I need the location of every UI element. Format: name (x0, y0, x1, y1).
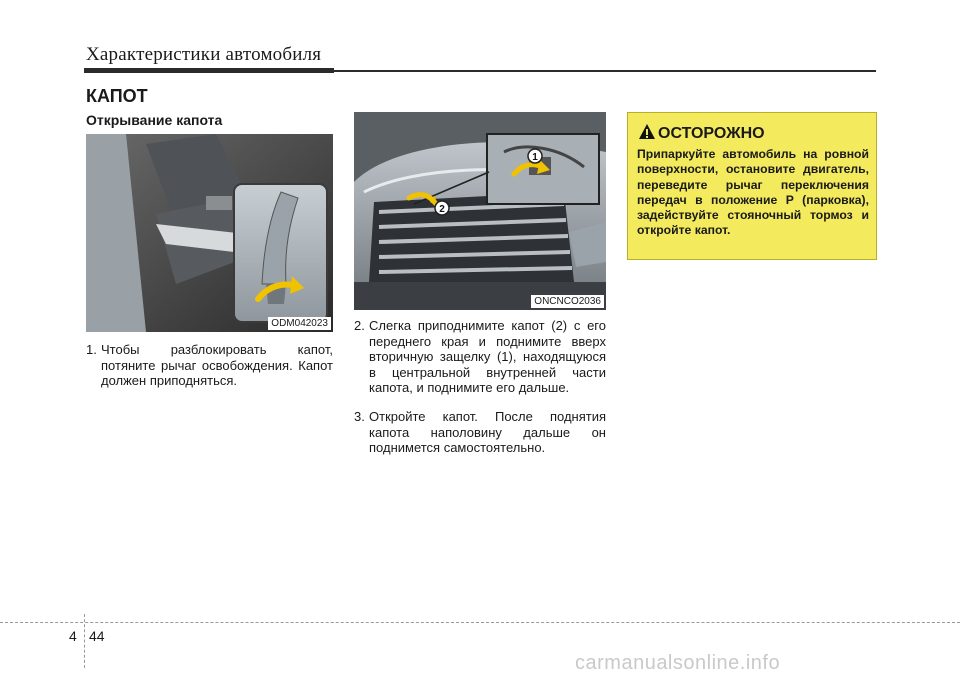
step-3 (354, 409, 606, 456)
callout-1-label: 1 (532, 152, 538, 163)
header-rule-thin (334, 70, 876, 72)
step-text: Откройте капот. После поднятия капота наполовину дальше он поднимется самостоятельно. (369, 409, 606, 455)
car-front-illustration (354, 112, 606, 310)
hood-release-lever-illustration (86, 134, 333, 332)
page-number: 44 (89, 628, 105, 644)
watermark: carmanualsonline.info (575, 652, 781, 674)
figure-code: ONCNCO2036 (531, 295, 604, 308)
warning-title: ОСТОРОЖНО (658, 125, 765, 142)
warning-text: Припаркуйте автомобиль на ровной поверхности, остановите двигатель, переведите рычаг переключения передач в положение P (парковка), задействуйте стояночный тормоз и откройте капот. (637, 147, 869, 238)
step-text: Слегка приподнимите капот (2) с его переднего края и поднимите вверх вторичную защелку (1), находящуюся в центральной внутренней части капота, и поднимите его дальше. (369, 318, 606, 395)
warning-triangle-icon (638, 123, 656, 141)
car-front-figure (354, 112, 606, 310)
header-rule-thick (84, 68, 334, 73)
step-number: 3. (354, 409, 365, 424)
warning-box (627, 112, 877, 260)
section-title: КАПОТ (86, 86, 148, 106)
header-title: Характеристики автомобиля (86, 44, 322, 65)
figure-code: ODM042023 (268, 317, 331, 330)
callout-2-label: 2 (439, 204, 445, 215)
step-2 (354, 318, 606, 396)
step-number: 2. (354, 318, 365, 333)
subsection-title: Открывание капота (86, 112, 223, 128)
step-1 (86, 342, 333, 389)
footer-divider (0, 622, 960, 623)
hood-release-lever-figure (86, 134, 333, 332)
step-text: Чтобы разблокировать капот, потяните рычаг освобождения. Капот должен приподняться. (101, 342, 333, 388)
footer-vertical-divider (84, 614, 85, 668)
chapter-number: 4 (69, 628, 77, 644)
step-number: 1. (86, 342, 97, 357)
